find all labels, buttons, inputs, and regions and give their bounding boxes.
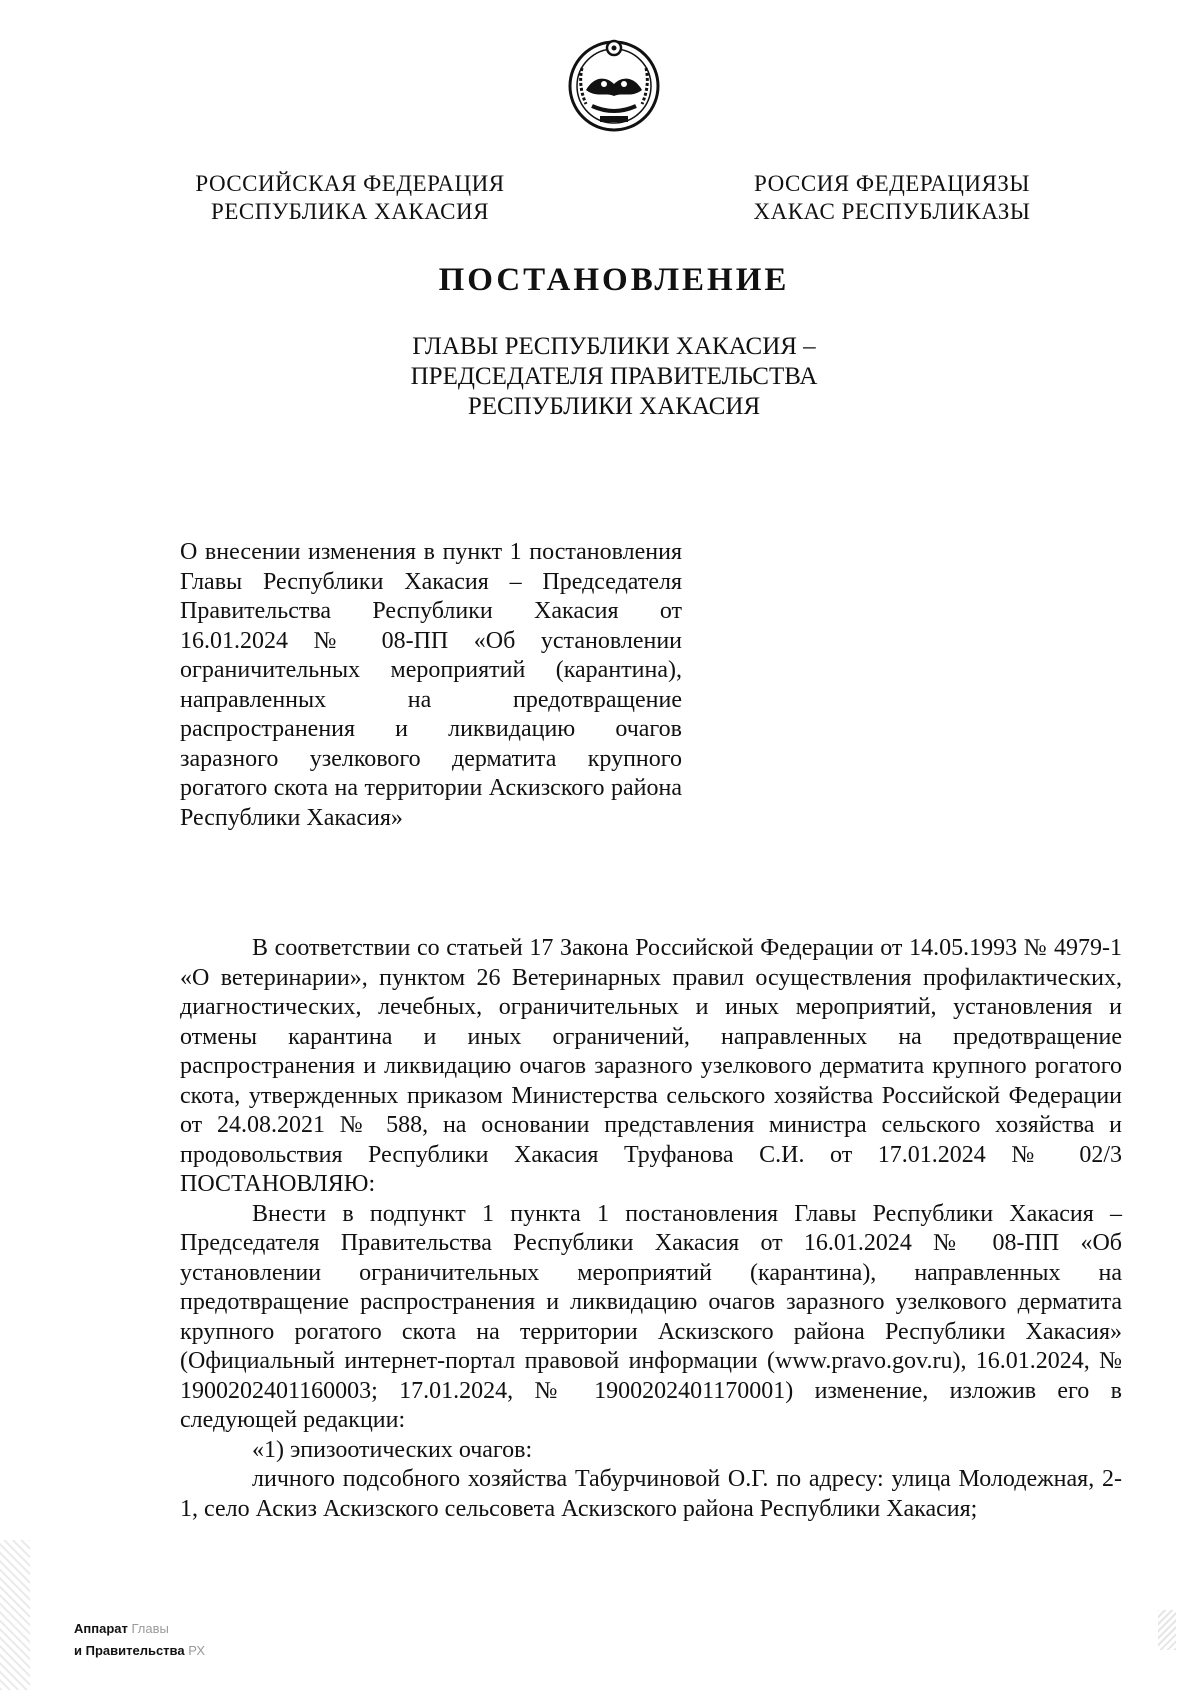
issuer-line2: ПРЕДСЕДАТЕЛЯ ПРАВИТЕЛЬСТВА xyxy=(410,363,818,390)
body-paragraph-2: Внести в подпункт 1 пункта 1 постановления Главы Республики Хакасия – Председателя Правительства Республики Хакасия от 16.01.2024 № 08-ПП «Об установлении ограничительных мероприятий (карантина), направленных на предотвращение распространения и ликвидацию очагов заразного узелкового дерматита крупного рогатого скота на территории Аскизского района Республики Хакасия» (Официальный интернет-портал правовой информации (www.pravo.gov.ru), 16.01.2024, № 1900202401160003; 17.01.2024, № 1900202401170001) изменение, изложив его в следующей редакции: xyxy=(180,1200,1122,1433)
header-right xyxy=(722,170,1062,226)
issuer-line3: РЕСПУБЛИКИ ХАКАСИЯ xyxy=(467,393,761,420)
scan-noise-left xyxy=(0,1540,30,1690)
stamp-line1-faint: Главы xyxy=(131,1621,169,1636)
stamp-line2-faint: РХ xyxy=(188,1643,205,1658)
body-paragraph-1: В соответствии со статьей 17 Закона Российской Федерации от 14.05.1993 № 4979-1 «О ветеринарии», пунктом 26 Ветеринарных правил осуществления профилактических, диагностических, лечебных, ограничительных и иных мероприятий, установления и отмены карантина и иных ограничений, направленных на предотвращение распространения и ликвидацию очагов заразного узелкового дерматита крупного рогатого скота, утвержденных приказом Министерства сельского хозяйства Российской Федерации от 24.08.2021 № 588, на основании представления министра сельского хозяйства и продовольствия Республики Хакасия Труфанова С.И. от 17.01.2024 № 02/3 ПОСТАНОВЛЯЮ: xyxy=(180,935,1122,1197)
office-stamp xyxy=(74,1618,205,1662)
body-paragraph-3: «1) эпизоотических очагов: xyxy=(252,1436,533,1463)
coat-of-arms-emblem-icon xyxy=(562,32,666,136)
stamp-line2-strong: и Правительства xyxy=(74,1643,185,1658)
scan-noise-right xyxy=(1158,1610,1176,1650)
document-title: ПОСТАНОВЛЕНИЕ xyxy=(438,262,790,298)
document-body xyxy=(180,934,1122,1524)
document-subject: О внесении изменения в пункт 1 постановления Главы Республики Хакасия – Председателя Правительства Республики Хакасия от 16.01.2024 № 08-ПП «Об установлении ограничительных мероприятий (карантина), направленных на предотвращение распространения и ликвидацию очагов заразного узелкового дерматита крупного рогатого скота на территории Аскизского района Республики Хакасия» xyxy=(180,539,682,831)
stamp-line1-strong: Аппарат xyxy=(74,1621,128,1636)
header-left-line1: РОССИЙСКАЯ ФЕДЕРАЦИЯ xyxy=(195,171,505,196)
header-left xyxy=(180,170,520,226)
body-paragraph-4: личного подсобного хозяйства Табурчиновой О.Г. по адресу: улица Молодежная, 2-1, село Аскиз Аскизского сельсовета Аскизского района Республики Хакасия; xyxy=(180,1466,1122,1522)
header-left-line2: РЕСПУБЛИКА ХАКАСИЯ xyxy=(211,199,489,224)
header-right-line1: РОССИЯ ФЕДЕРАЦИЯЗЫ xyxy=(754,171,1030,196)
issuer-line1: ГЛАВЫ РЕСПУБЛИКИ ХАКАСИЯ – xyxy=(412,333,816,360)
header-right-line2: ХАКАС РЕСПУБЛИКАЗЫ xyxy=(753,199,1031,224)
document-issuer xyxy=(0,332,1200,422)
